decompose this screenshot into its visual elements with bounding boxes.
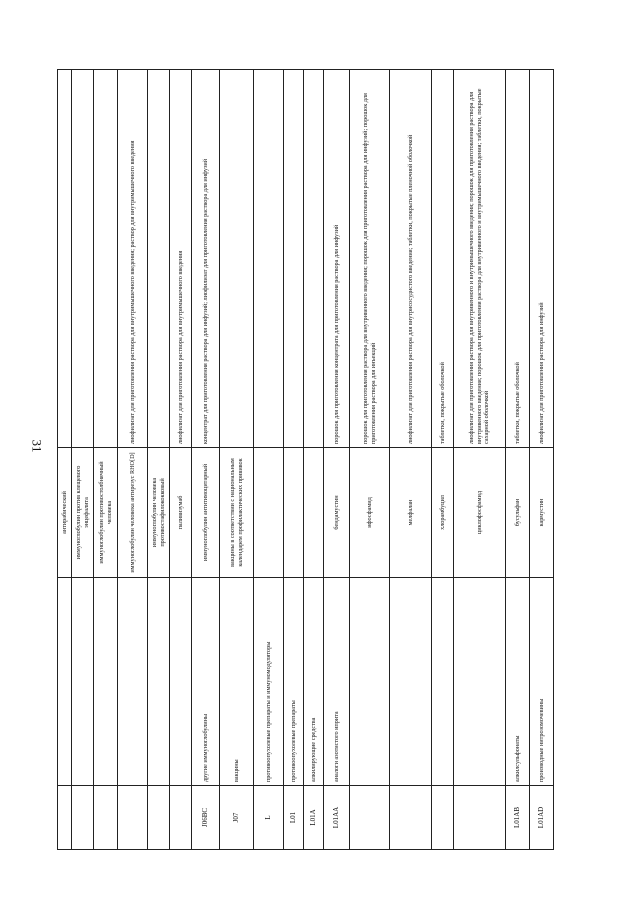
row-code: L01A <box>304 786 324 850</box>
row-group <box>350 578 390 786</box>
row-group <box>432 578 454 786</box>
table-row <box>118 70 148 850</box>
table-body <box>58 70 554 850</box>
table-row <box>390 70 432 850</box>
row-group <box>58 578 72 786</box>
row-group: вакцины <box>220 578 254 786</box>
row-group <box>72 578 94 786</box>
row-group: противоопухолевые препараты и иммуномодуляторы <box>254 578 284 786</box>
row-group <box>118 578 148 786</box>
row-drug: вакцины в соответствии с национальным календарем профилактических прививок <box>220 448 254 578</box>
row-code <box>148 786 170 850</box>
row-code: J06BC <box>192 786 220 850</box>
row-forms <box>220 70 254 448</box>
table-row <box>170 70 192 850</box>
table-row <box>350 70 390 850</box>
row-group: производные нитрозомочевины <box>530 578 554 786</box>
row-code <box>350 786 390 850</box>
table-row <box>324 70 350 850</box>
row-drug: хлорамбуцил <box>432 448 454 578</box>
table-row <box>284 70 304 850</box>
row-group <box>454 578 506 786</box>
row-forms: лиофилизат для приготовления раствора для инфузий <box>530 70 554 448</box>
row-forms: лиофилизат для приготовления раствора для внутримышечного введения <box>170 70 192 448</box>
table-row <box>148 70 170 850</box>
row-forms: концентрат для приготовления раствора для инфузий; лиофилизат для приготовления раствора для инфузий <box>192 70 220 448</box>
row-group <box>148 578 170 786</box>
row-forms <box>94 70 118 448</box>
row-code <box>170 786 192 850</box>
table-row <box>432 70 454 850</box>
table-row <box>58 70 72 850</box>
table-row <box>530 70 554 850</box>
table-row <box>506 70 530 850</box>
row-forms: порошок для приготовления раствора для внутривенного введения; порошок для приготовления раствора для инфузий; порошок для приготовления раствора для инъекций <box>350 70 390 448</box>
row-code <box>432 786 454 850</box>
row-drug: бусульфан <box>506 448 530 578</box>
row-code <box>454 786 506 850</box>
row-drug: иммуноглобулин человека противостафилококковый <box>148 448 170 578</box>
row-drug: иммуноглобулин антитимоцитарный <box>192 448 220 578</box>
row-group: противоопухолевые препараты <box>284 578 304 786</box>
table-row <box>220 70 254 850</box>
table-row <box>254 70 284 850</box>
row-forms <box>284 70 304 448</box>
row-forms: лиофилизат для приготовления раствора для внутримышечного введения; раствор для внутримышечного введения <box>118 70 148 448</box>
row-group: алкилирующие средства <box>304 578 324 786</box>
row-drug: иммуноглобулин противостолбнячный человека <box>94 448 118 578</box>
table-container <box>57 70 609 850</box>
row-drug: кармустин <box>530 448 554 578</box>
row-code <box>390 786 432 850</box>
row-code: L01 <box>284 786 304 850</box>
row-drug: иммуноглобулин против клещевого энцефалита <box>72 448 94 578</box>
row-drug: антирабический <box>58 448 72 578</box>
table-row <box>94 70 118 850</box>
row-code <box>118 786 148 850</box>
drug-table <box>57 69 554 850</box>
row-code: J07 <box>220 786 254 850</box>
row-code <box>72 786 94 850</box>
table-row <box>454 70 506 850</box>
row-forms: таблетки, покрытые оболочкой <box>432 70 454 448</box>
row-forms: порошок для приготовления концентрата для приготовления раствора для инфузий <box>324 70 350 448</box>
row-drug <box>304 448 324 578</box>
row-forms: лиофилизат для приготовления раствора для внутривенного и внутримышечного введения; порошок для приготовления раствора для внутривенного введения; порошок для приготовления раствора для внутривенного и внутримышечного введения; таблетки, покрытые сахарной оболочкой <box>454 70 506 448</box>
row-code: L01AA <box>324 786 350 850</box>
row-forms <box>58 70 72 448</box>
page-number: 31 <box>29 439 45 453</box>
row-drug: циклофосфамид <box>454 448 506 578</box>
row-forms <box>148 70 170 448</box>
table-row <box>192 70 220 850</box>
row-forms: таблетки, покрытые оболочкой <box>506 70 530 448</box>
row-drug <box>254 448 284 578</box>
row-code: L01AD <box>530 786 554 850</box>
row-code: L <box>254 786 284 850</box>
table-row <box>304 70 324 850</box>
row-group <box>170 578 192 786</box>
row-forms <box>304 70 324 448</box>
row-drug: ифосфамид <box>350 448 390 578</box>
row-code: L01AB <box>506 786 530 850</box>
row-code <box>94 786 118 850</box>
row-forms: лиофилизат для приготовления раствора для внутрисосудистого введения; таблетки, покрытые пленочной оболочкой <box>390 70 432 448</box>
rotated-sheet <box>57 70 609 850</box>
row-group <box>390 578 432 786</box>
row-drug: иммуноглобулин человека антирезус RHO[D] <box>118 448 148 578</box>
row-group: другие иммуноглобулины <box>192 578 220 786</box>
row-forms <box>72 70 94 448</box>
row-drug: мелфалан <box>390 448 432 578</box>
row-code <box>58 786 72 850</box>
row-drug: бендамустин <box>324 448 350 578</box>
row-drug: паливизумаб <box>170 448 192 578</box>
row-group: алкилсульфонаты <box>506 578 530 786</box>
row-forms <box>254 70 284 448</box>
table-row <box>72 70 94 850</box>
row-drug <box>284 448 304 578</box>
row-group <box>94 578 118 786</box>
row-group: аналоги азотистого иприта <box>324 578 350 786</box>
